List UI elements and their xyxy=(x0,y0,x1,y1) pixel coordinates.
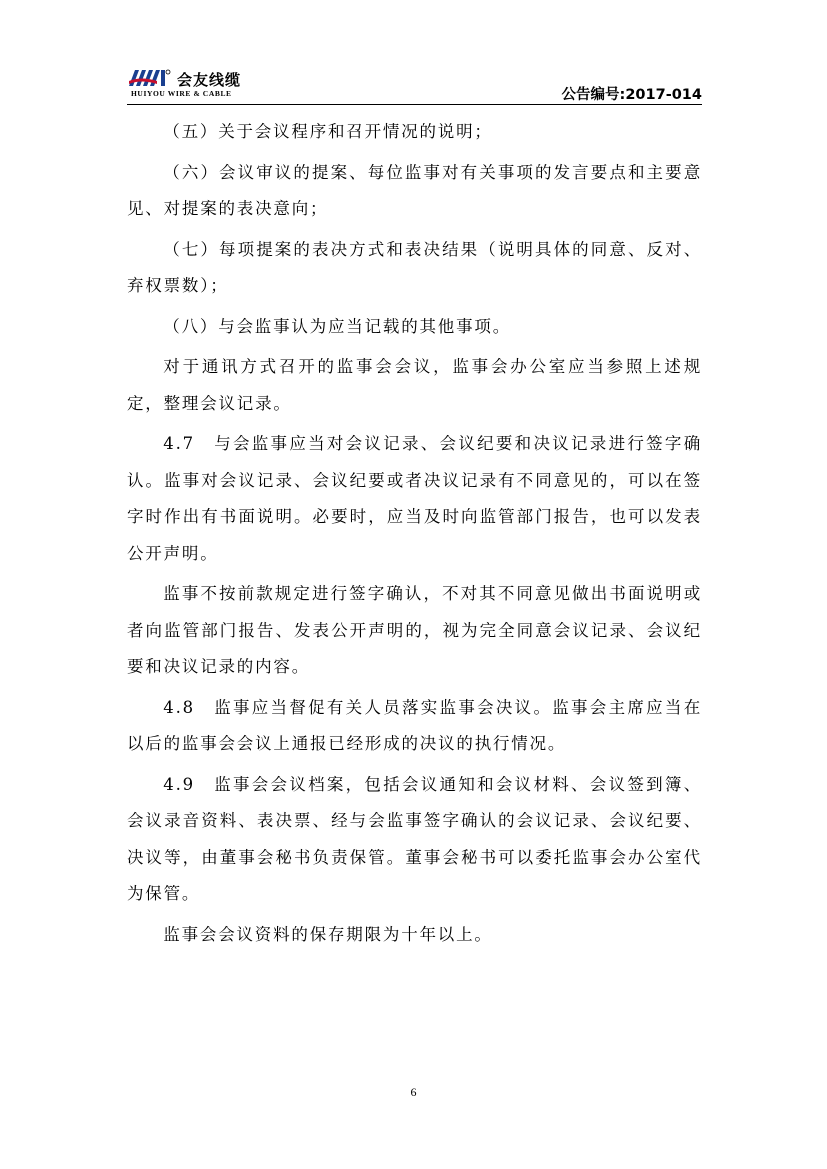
logo-mark-icon xyxy=(127,68,171,88)
document-body xyxy=(127,114,702,953)
paragraph-4-7: 4.7 与会监事应当对会议记录、会议纪要和决议记录进行签字确认。监事对会议记录、会议纪要或者决议记录有不同意见的，可以在签字时作出有书面说明。必要时，应当及时向监管部门报告，也可以发表公开声明。 xyxy=(127,434,702,563)
logo-chinese-name: 会友线缆 xyxy=(177,71,242,89)
paragraph-4-8: 4.8 监事应当督促有关人员落实监事会决议。监事会主席应当在以后的监事会会议上通报已经形成的决议的执行情况。 xyxy=(127,697,702,753)
notice-number: 公告编号:2017-014 xyxy=(561,87,702,103)
paragraph-item-6: （六）会议审议的提案、每位监事对有关事项的发言要点和主要意见、对提案的表决意向； xyxy=(127,162,702,218)
paragraph-4-9: 4.9 监事会会议档案，包括会议通知和会议材料、会议签到簿、会议录音资料、表决票、经与会监事签字确认的会议记录、会议纪要、决议等，由董事会秘书负责保管。董事会秘书可以委托监事会办公室代为保管。 xyxy=(127,774,702,903)
page-number: 6 xyxy=(410,1085,417,1099)
page-header xyxy=(127,66,702,105)
paragraph-retention: 监事会会议资料的保存期限为十年以上。 xyxy=(163,924,493,944)
paragraph-item-7: （七）每项提案的表决方式和表决结果（说明具体的同意、反对、弃权票数）； xyxy=(127,239,702,295)
logo-english-name: HUIYOU WIRE & CABLE xyxy=(131,89,232,98)
company-logo xyxy=(127,66,297,98)
paragraph-telecom-meeting: 对于通讯方式召开的监事会会议，监事会办公室应当参照上述规定，整理会议记录。 xyxy=(127,357,702,413)
paragraph-no-signature: 监事不按前款规定进行签字确认，不对其不同意见做出书面说明或者向监管部门报告、发表公开声明的，视为完全同意会议记录、会议纪要和决议记录的内容。 xyxy=(127,584,702,676)
paragraph-item-8: （八）与会监事认为应当记载的其他事项。 xyxy=(163,316,511,336)
paragraph-item-5: （五）关于会议程序和召开情况的说明； xyxy=(163,122,493,141)
